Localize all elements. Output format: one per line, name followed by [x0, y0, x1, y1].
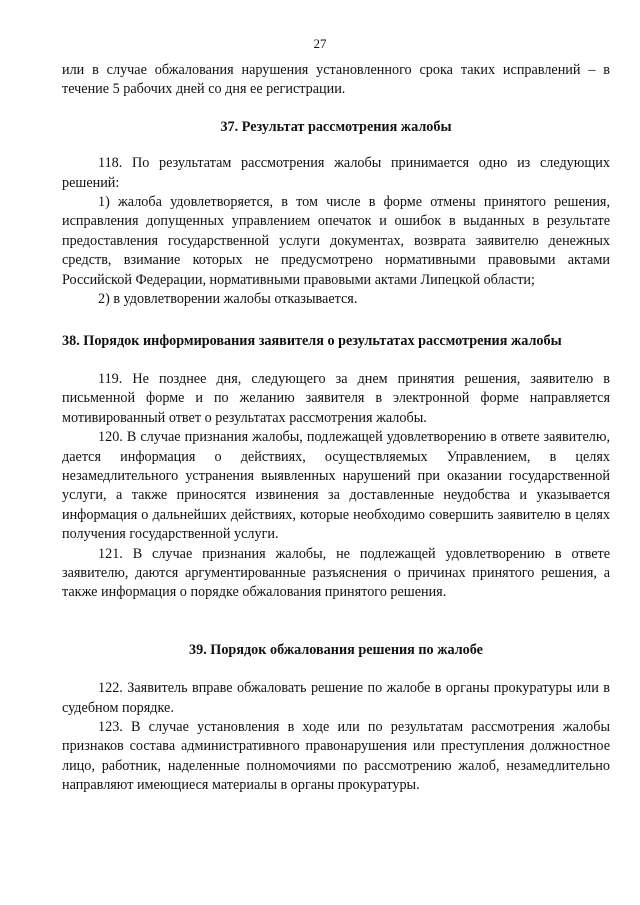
- page-number: 27: [313, 36, 327, 51]
- page-content: [62, 61, 610, 796]
- paragraph-118-item-2: 2) в удовлетворении жалобы отказывается.: [98, 291, 358, 308]
- paragraph-120: 120. В случае признания жалобы, подлежащей удовлетворению в ответе заявителю, дается информация о действиях, осуществляемых Управлением, в целях незамедлительного устранения выявленных нарушений при оказании государственной услуги, а также приносятся извинения за доставленные неудобства и указывается информация о дальнейших действиях, которые необходимо совершить заявителю в целях получения государственной услуги.: [62, 429, 610, 543]
- paragraph-122: 122. Заявитель вправе обжаловать решение по жалобе в органы прокуратуры или в судебном порядке.: [62, 680, 610, 716]
- paragraph-121: 121. В случае признания жалобы, не подлежащей удовлетворению в ответе заявителю, даются аргументированные разъяснения о причинах принятого решения, а также информация о порядке обжалования принятого решения.: [62, 545, 610, 601]
- paragraph-123: 123. В случае установления в ходе или по результатам рассмотрения жалобы признаков состава административного правонарушения или преступления должностное лицо, работник, наделенные полномочиями по рассмотрению жалоб, незамедлительно направляют имеющиеся материалы в органы прокуратуры.: [62, 718, 610, 794]
- section-39-heading: 39. Порядок обжалования решения по жалобе: [189, 641, 483, 658]
- paragraph-118: 118. По результатам рассмотрения жалобы принимается одно из следующих решений:: [62, 155, 610, 191]
- intro-paragraph: или в случае обжалования нарушения установленного срока таких исправлений – в течение 5 рабочих дней со дня ее регистрации.: [62, 62, 610, 98]
- section-37-heading: 37. Результат рассмотрения жалобы: [220, 118, 452, 135]
- paragraph-118-item-1: 1) жалоба удовлетворяется, в том числе в форме отмены принятого решения, исправления допущенных управлением опечаток и ошибок в выданных в результате предоставления государственной услуги документах, возврата заявителю денежных средств, взимание которых не предусмотрено нормативными правовыми актами Российской Федерации, нормативными правовыми актами Липецкой области;: [62, 194, 610, 288]
- section-38-heading: 38. Порядок информирования заявителя о результатах рассмотрения жалобы: [62, 333, 562, 350]
- paragraph-119: 119. Не позднее дня, следующего за днем принятия решения, заявителю в письменной форме и по желанию заявителя в электронной форме направляется мотивированный ответ о результатах рассмотрения жалобы.: [62, 370, 610, 426]
